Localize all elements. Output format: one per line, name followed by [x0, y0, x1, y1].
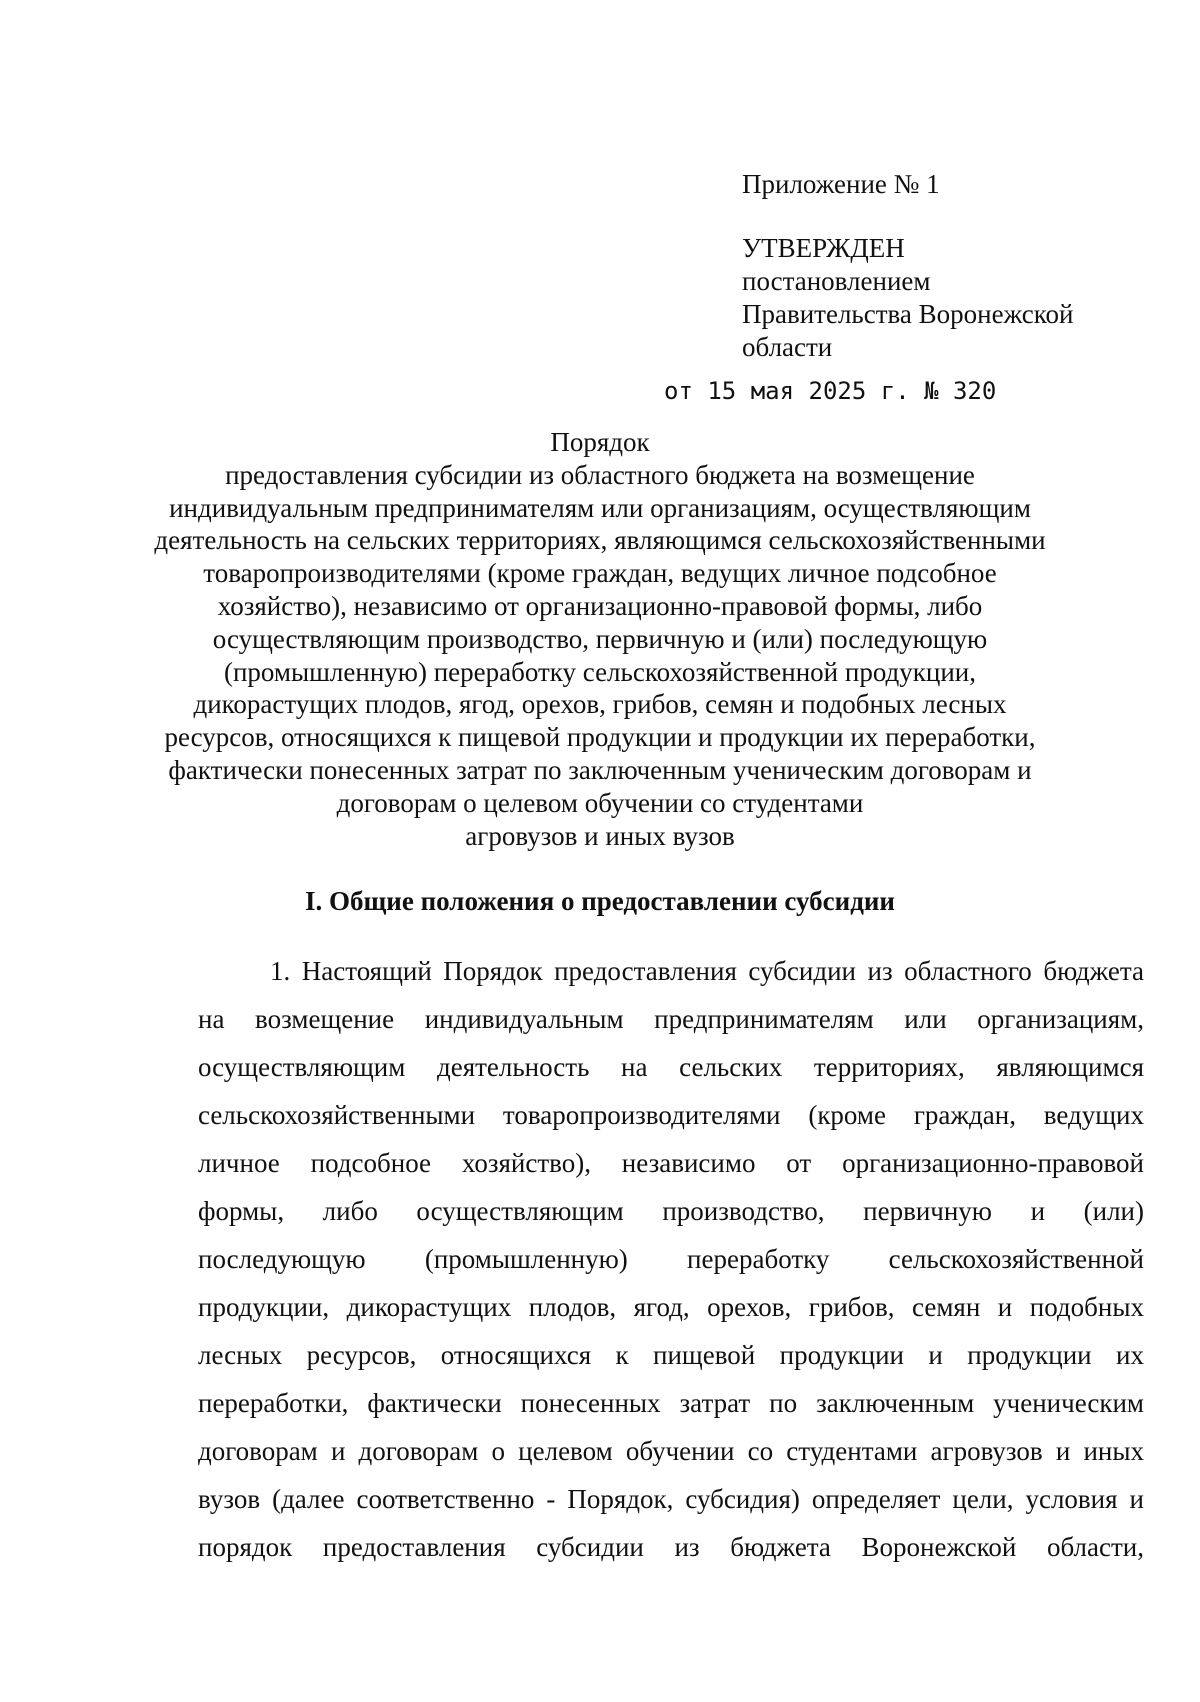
title-line: хозяйство), независимо от организационно-правовой формы, либо [217, 590, 983, 621]
approved-line: постановлением [742, 266, 931, 296]
paragraph-line: порядок предоставления субсидии из бюджета Воронежской области, [198, 1532, 1144, 1562]
paragraph-line: личное подсобное хозяйство), независимо от организационно-правовой [198, 1148, 1144, 1178]
paragraph-line: 1. Настоящий Порядок предоставления субсидии из областного бюджета [270, 956, 1144, 986]
paragraph-line: продукции, дикорастущих плодов, ягод, орехов, грибов, семян и подобных [198, 1292, 1144, 1322]
paragraph-line: лесных ресурсов, относящихся к пищевой продукции и продукции их [198, 1340, 1144, 1370]
paragraph-1 [198, 947, 1144, 1571]
paragraph-line: договорам и договорам о целевом обучении со студентами агровузов и иных [198, 1436, 1144, 1466]
title-line: (промышленную) переработку сельскохозяйственной продукции, [223, 656, 976, 687]
paragraph-line: осуществляющим деятельность на сельских территориях, являющимся [198, 1052, 1144, 1082]
approved-label: УТВЕРЖДЕН [742, 233, 905, 263]
title-line: ресурсов, относящихся к пищевой продукции и продукции их переработки, [164, 722, 1036, 753]
paragraph-line: переработки, фактически понесенных затрат по заключенным ученическим [198, 1388, 1144, 1418]
paragraph-line: последующую (промышленную) переработку сельскохозяйственной [198, 1244, 1144, 1274]
title-line: агровузов и иных вузов [465, 820, 735, 851]
paragraph-line: вузов (далее соответственно - Порядок, субсидия) определяет цели, условия и [198, 1484, 1144, 1514]
section-heading: I. Общие положения о предоставлении субсидии [305, 886, 895, 916]
paragraph-line: на возмещение индивидуальным предпринимателям или организациям, [198, 1004, 1144, 1034]
title-heading: Порядок [550, 427, 650, 457]
title-line: осуществляющим производство, первичную и (или) последующую [212, 623, 988, 654]
paragraph-line: формы, либо осуществляющим производство, первичную и (или) [198, 1196, 1144, 1226]
approval-stamp [742, 232, 1073, 364]
appendix-label: Приложение № 1 [742, 169, 940, 199]
decree-date: от 15 мая 2025 г. № 320 [664, 377, 997, 405]
document-title [150, 426, 1050, 852]
title-line: дикорастущих плодов, ягод, орехов, грибов, семян и подобных лесных [193, 689, 1007, 720]
title-line: договорам о целевом обучении со студентами [336, 787, 864, 818]
title-line: предоставления субсидии из областного бюджета на возмещение [225, 459, 975, 490]
paragraph-line: сельскохозяйственными товаропроизводителями (кроме граждан, ведущих [198, 1100, 1144, 1130]
approved-line: области [742, 332, 833, 362]
title-line: индивидуальным предпринимателям или организациям, осуществляющим [169, 492, 1031, 523]
approved-line: Правительства Воронежской [742, 299, 1074, 329]
title-line: деятельность на сельских территориях, являющимся сельскохозяйственными [154, 525, 1046, 556]
title-line: фактически понесенных затрат по заключенным ученическим договорам и [168, 754, 1032, 785]
title-line: товаропроизводителями (кроме граждан, ведущих личное подсобное [203, 558, 997, 589]
